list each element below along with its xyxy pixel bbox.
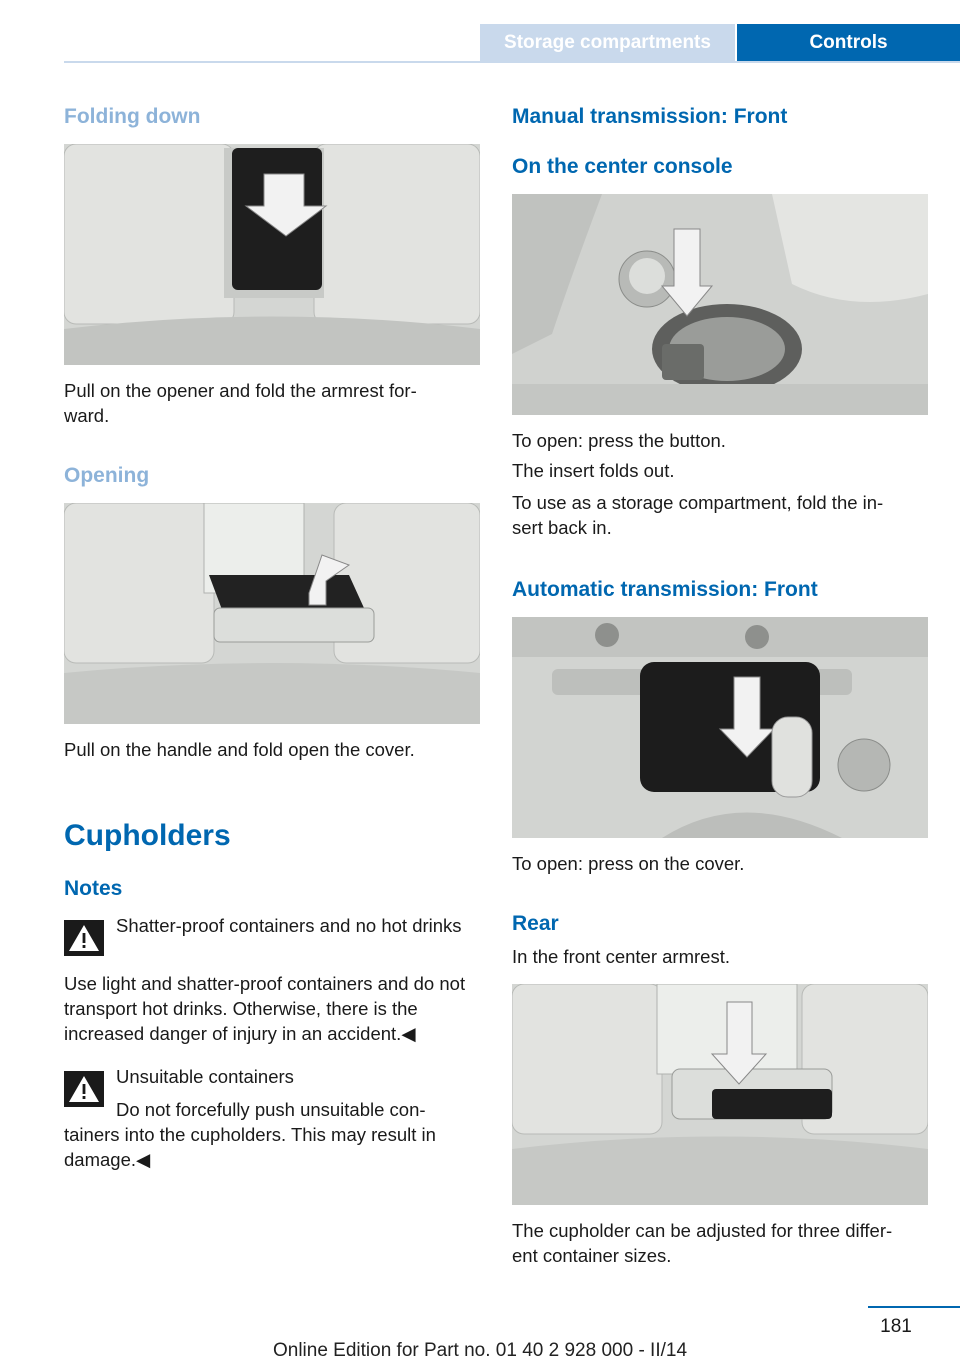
warning-triangle-icon (64, 1071, 104, 1107)
text-manual-open: To open: press the button. (512, 430, 726, 451)
heading-automatic-transmission: Automatic transmission: Front (512, 578, 818, 601)
heading-notes: Notes (64, 877, 123, 900)
automatic-console-figure (512, 617, 928, 838)
armrest-fold-down-figure (64, 144, 480, 365)
center-console-figure (512, 194, 928, 415)
warning-triangle-icon (64, 920, 104, 956)
heading-manual-transmission: Manual transmission: Front (512, 105, 788, 128)
footer-rule (868, 1306, 960, 1308)
note2-body-first: Do not forcefully push unsuitable con- (116, 1099, 426, 1120)
header-chapter-tab: Controls (737, 24, 960, 61)
text-rear-intro: In the front center armrest. (512, 946, 730, 967)
page-number: 181 (880, 1316, 912, 1337)
text-automatic-open: To open: press on the cover. (512, 853, 745, 874)
text-manual-insert: The insert folds out. (512, 460, 675, 481)
note2-body-rest: tainers into the cupholders. This may result in damage.◀ (64, 1124, 436, 1170)
edition-footer: Online Edition for Part no. 01 40 2 928 000 - II/14 (272, 1340, 688, 1361)
text-rear-adjust: The cupholder can be adjusted for three differ- ent container sizes. (512, 1220, 893, 1266)
note1-title: Shatter-proof containers and no hot drinks (116, 915, 462, 936)
header-rule (64, 61, 960, 63)
note2-title: Unsuitable containers (116, 1066, 294, 1087)
heading-cupholders: Cupholders (64, 819, 231, 852)
rear-armrest-figure (512, 984, 928, 1205)
note1-body: Use light and shatter-proof containers and do not transport hot drinks. Otherwise, there is the increased danger of injury in an accident.◀ (64, 973, 466, 1044)
heading-folding-down: Folding down (64, 105, 201, 128)
armrest-open-figure (64, 503, 480, 724)
text-manual-storage: To use as a storage compartment, fold the in- sert back in. (512, 492, 884, 538)
heading-center-console: On the center console (512, 155, 733, 178)
text-opening: Pull on the handle and fold open the cover. (64, 739, 415, 760)
heading-opening: Opening (64, 464, 150, 487)
text-folding-down: Pull on the opener and fold the armrest for- ward. (64, 380, 417, 426)
heading-rear: Rear (512, 912, 559, 935)
header-section-tab: Storage compartments (480, 24, 735, 61)
